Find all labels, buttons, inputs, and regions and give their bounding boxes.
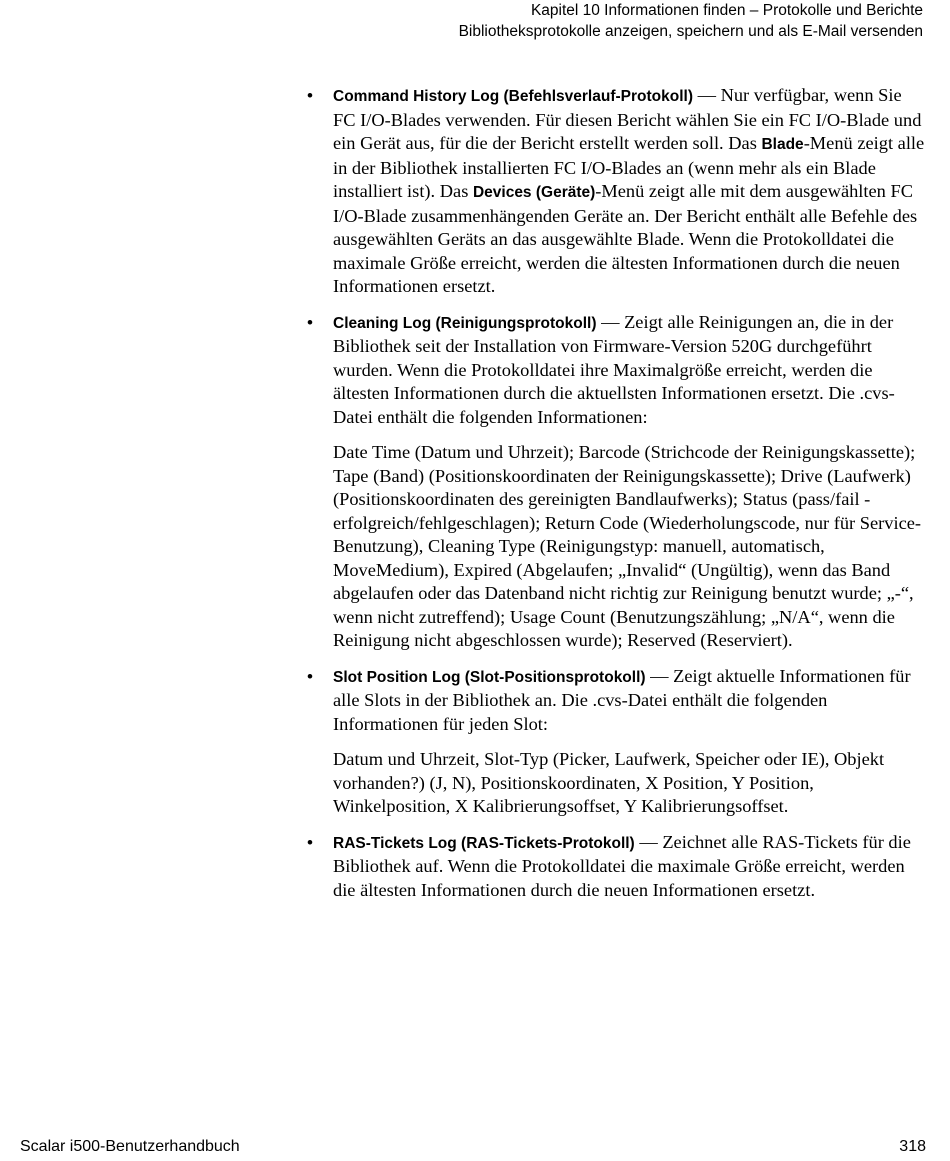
item-paragraph [333, 311, 927, 430]
item-term: Command History Log (Befehlsverlauf-Protokoll) [333, 88, 693, 105]
item-text: — Nur verfügbar, wenn Sie FC I/O-Blades verwenden. Für diesen Bericht wählen Sie ein FC I/O-Blade und ein Gerät aus, für die der Bericht erstellt werden soll. Das [333, 85, 922, 153]
item-text: — Zeigt aktuelle Informationen für alle Slots in der Bibliothek an. Die .cvs-Datei enthält die folgenden Informationen für jeden Slot: [333, 665, 911, 734]
footer-manual-title: Scalar i500-Benutzerhandbuch [20, 1138, 240, 1155]
main-content [307, 84, 927, 914]
item-paragraph [333, 665, 927, 737]
running-header [459, 0, 923, 42]
item-term: RAS-Tickets Log (RAS-Tickets-Protokoll) [333, 834, 635, 852]
list-item-command-history-log [307, 84, 927, 299]
item-text: -Menü zeigt alle in der Bibliothek installierten FC I/O-Blades an (wenn mehr als ein Blade installiert ist). Das [333, 133, 925, 201]
item-text: — Zeigt alle Reinigungen an, die in der Bibliothek seit der Installation von Firmware-Version 520G durchgeführt wurden. Wenn die Protokolldatei ihre Maximalgröße erreicht, werden die ältesten Informationen durch die aktuellsten Informationen ersetzt. Die .cvs-Datei enthält die folgenden Informationen: [333, 311, 895, 427]
item-detail-paragraph: Date Time (Datum und Uhrzeit); Barcode (Strichcode der Reinigungskassette); Tape (Band) (Positionskoordinaten der Reinigungskassette); Drive (Laufwerk) (Positionskoordinaten des gereinigten Bandlaufwerks); Status (pass/fail - erfolgreich/fehlgeschlagen); Return Code (Wiederholungscode, nur für Service-Benutzung), Cleaning Type (Reinigungstyp: manuell, automatisch, MoveMedium), Expired (Abgelaufen; „Invalid“ (Ungültig), wenn das Band abgelaufen oder das Datenband nicht richtig zur Reinigung benutzt wurde; „-“, wenn nicht zutreffend); Usage Count (Benutzungszählung; „N/A“, wenn die Reinigung nicht abgeschlossen wurde); Reserved (Reserviert). [333, 442, 922, 650]
item-term: Slot Position Log (Slot-Positionsprotokoll) [333, 668, 646, 686]
item-text: -Menü zeigt alle mit dem ausgewählten FC I/O-Blade zusammenhängenden Geräte an. Der Bericht enthält alle Befehle des ausgewählten Geräts an das ausgewählte Blade. Wenn die Protokolldatei die maximale Größe erreicht, werden die ältesten Informationen durch die neuen Informationen ersetzt. [333, 181, 918, 296]
item-term: Cleaning Log (Reinigungsprotokoll) [333, 314, 597, 332]
item-paragraph [333, 84, 927, 299]
list-item-slot-position-log [307, 665, 927, 819]
devices-menu-name: Devices (Geräte) [472, 184, 596, 201]
list-item-ras-tickets-log [307, 831, 927, 903]
page-number: 318 [899, 1138, 926, 1155]
blade-menu-name: Blade [761, 136, 804, 153]
bullet-icon: • [307, 666, 313, 686]
bullet-icon: • [307, 86, 313, 105]
item-text: — Zeichnet alle RAS-Tickets für die Bibliothek auf. Wenn die Protokolldatei die maximale Größe erreicht, werden die ältesten Informationen durch die neuen Informationen ersetzt. [333, 831, 911, 900]
bullet-icon: • [307, 832, 313, 852]
item-detail-paragraph: Datum und Uhrzeit, Slot-Typ (Picker, Laufwerk, Speicher oder IE), Objekt vorhanden?) (J, N), Positionskoordinaten, X Position, Y Position, Winkelposition, X Kalibrierungsoffset, Y Kalibrierungsoffset. [333, 749, 885, 816]
list-item-cleaning-log [307, 311, 927, 653]
bullet-icon: • [307, 312, 313, 332]
chapter-title: Kapitel 10 Informationen finden – Protokolle und Berichte [530, 2, 923, 19]
section-title: Bibliotheksprotokolle anzeigen, speichern und als E-Mail versenden [458, 23, 923, 40]
item-paragraph [333, 831, 927, 903]
